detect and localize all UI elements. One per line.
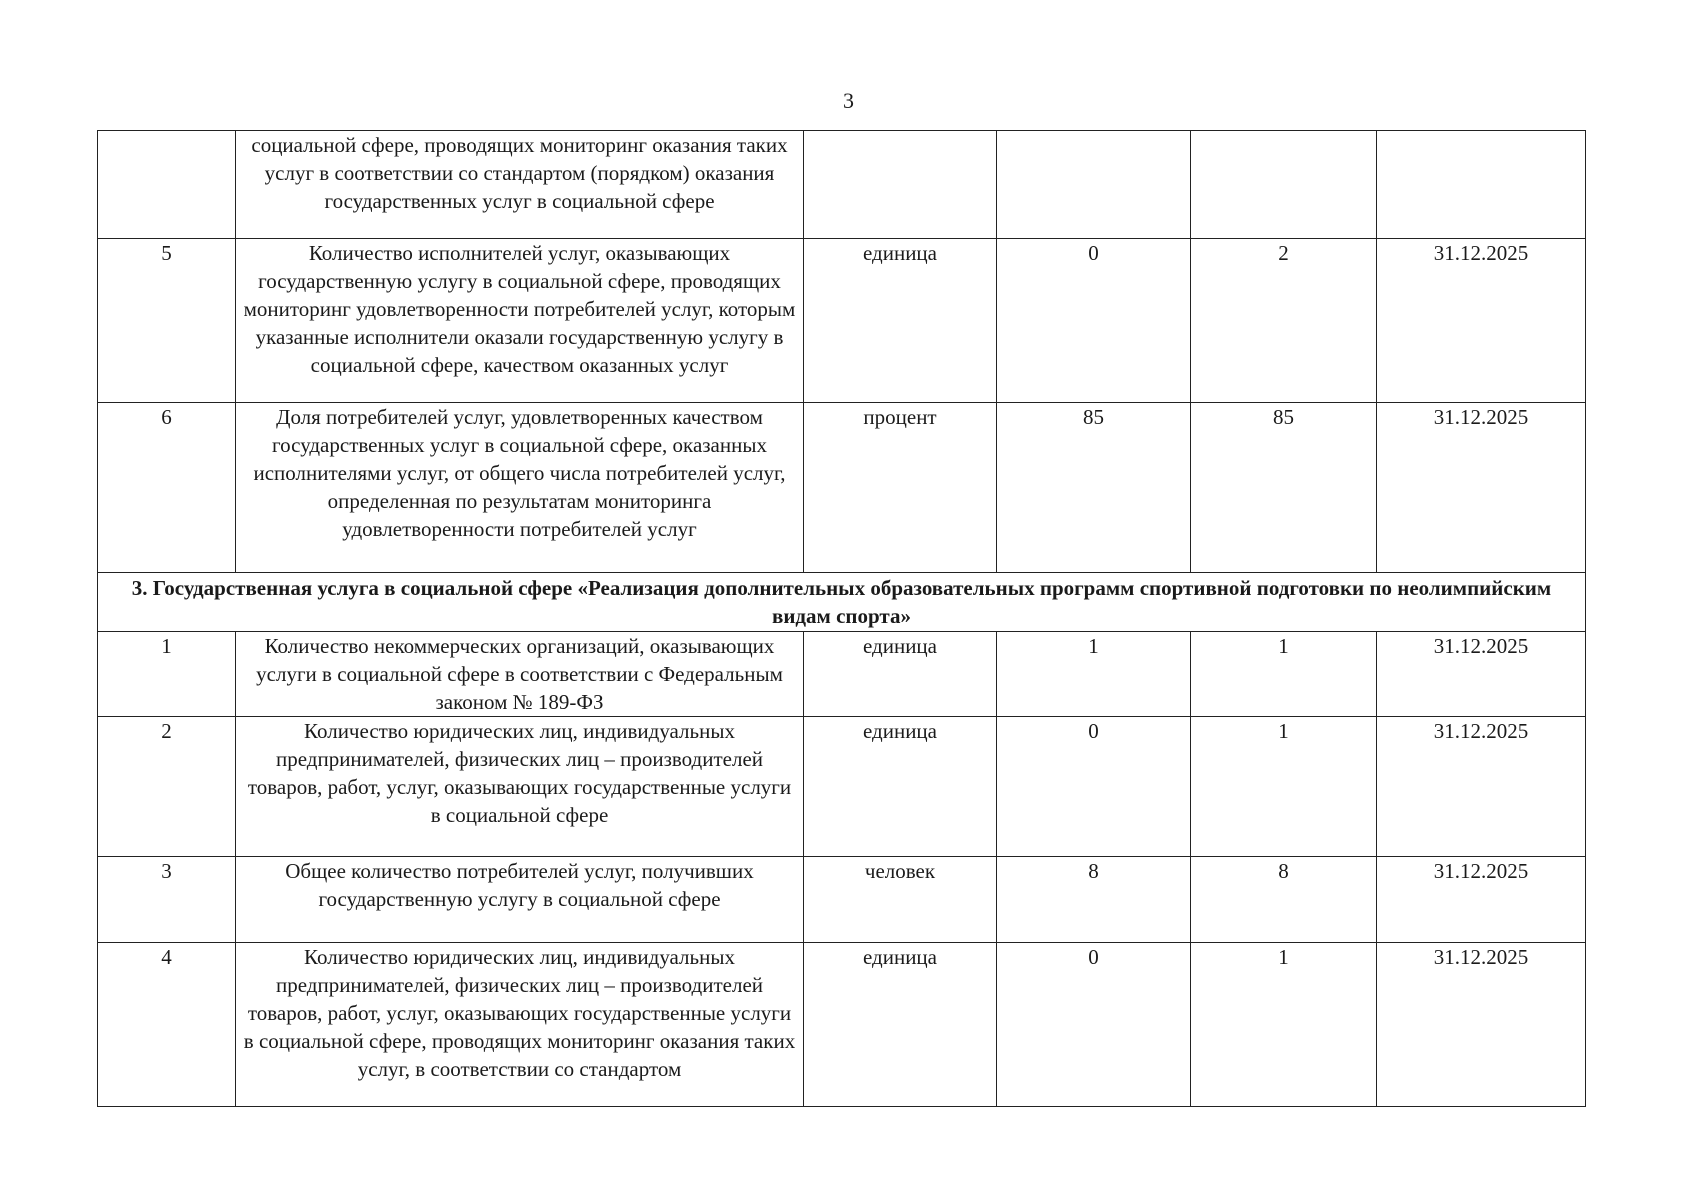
indicator-name: Количество юридических лиц, индивидуальных предпринимателей, физических лиц – производителей товаров, работ, услуг, оказывающих государственные услуги в социальной сфере	[236, 717, 804, 857]
row-number	[98, 131, 236, 239]
indicator-name: Количество юридических лиц, индивидуальных предпринимателей, физических лиц – производителей товаров, работ, услуг, оказывающих государственные услуги в социальной сфере, проводящих мониторинг оказания таких услуг, в соответствии со стандартом	[236, 943, 804, 1107]
target-date: 31.12.2025	[1377, 943, 1586, 1107]
target-value	[1191, 131, 1377, 239]
target-value: 1	[1191, 717, 1377, 857]
table-row	[98, 943, 1586, 1107]
target-value: 2	[1191, 239, 1377, 403]
unit-of-measure: процент	[804, 403, 997, 573]
unit-of-measure: единица	[804, 239, 997, 403]
target-date: 31.12.2025	[1377, 857, 1586, 943]
base-value: 0	[997, 943, 1191, 1107]
table-row	[98, 131, 1586, 239]
table-row	[98, 632, 1586, 717]
indicator-name: Доля потребителей услуг, удовлетворенных качеством государственных услуг в социальной сфере, оказанных исполнителями услуг, от общего числа потребителей услуг, определенная по результатам мониторинга удовлетворенности потребителей услуг	[236, 403, 804, 573]
target-date	[1377, 131, 1586, 239]
target-date: 31.12.2025	[1377, 717, 1586, 857]
base-value: 85	[997, 403, 1191, 573]
base-value: 0	[997, 717, 1191, 857]
indicator-name: Количество некоммерческих организаций, оказывающих услуги в социальной сфере в соответствии с Федеральным законом № 189-ФЗ	[236, 632, 804, 717]
indicator-name: Общее количество потребителей услуг, получивших государственную услугу в социальной сфере	[236, 857, 804, 943]
target-date: 31.12.2025	[1377, 403, 1586, 573]
unit-of-measure: единица	[804, 632, 997, 717]
target-value: 85	[1191, 403, 1377, 573]
row-number: 5	[98, 239, 236, 403]
base-value	[997, 131, 1191, 239]
page-number: 3	[843, 88, 854, 113]
table-row	[98, 239, 1586, 403]
table-row	[98, 403, 1586, 573]
section-header-row	[98, 573, 1586, 632]
table-row	[98, 717, 1586, 857]
table-row	[98, 857, 1586, 943]
target-value: 8	[1191, 857, 1377, 943]
indicators-table	[97, 130, 1586, 1107]
section-title: 3. Государственная услуга в социальной сфере «Реализация дополнительных образовательных программ спортивной подготовки по неолимпийским видам спорта»	[98, 573, 1586, 632]
target-value: 1	[1191, 632, 1377, 717]
target-value: 1	[1191, 943, 1377, 1107]
row-number: 4	[98, 943, 236, 1107]
base-value: 1	[997, 632, 1191, 717]
row-number: 2	[98, 717, 236, 857]
unit-of-measure	[804, 131, 997, 239]
indicator-name: Количество исполнителей услуг, оказывающих государственную услугу в социальной сфере, проводящих мониторинг удовлетворенности потребителей услуг, которым указанные исполнители оказали государственную услугу в социальной сфере, качеством оказанных услуг	[236, 239, 804, 403]
unit-of-measure: единица	[804, 943, 997, 1107]
target-date: 31.12.2025	[1377, 632, 1586, 717]
row-number: 1	[98, 632, 236, 717]
unit-of-measure: человек	[804, 857, 997, 943]
base-value: 8	[997, 857, 1191, 943]
row-number: 3	[98, 857, 236, 943]
base-value: 0	[997, 239, 1191, 403]
unit-of-measure: единица	[804, 717, 997, 857]
indicator-name: социальной сфере, проводящих мониторинг оказания таких услуг в соответствии со стандартом (порядком) оказания государственных услуг в социальной сфере	[236, 131, 804, 239]
target-date: 31.12.2025	[1377, 239, 1586, 403]
row-number: 6	[98, 403, 236, 573]
